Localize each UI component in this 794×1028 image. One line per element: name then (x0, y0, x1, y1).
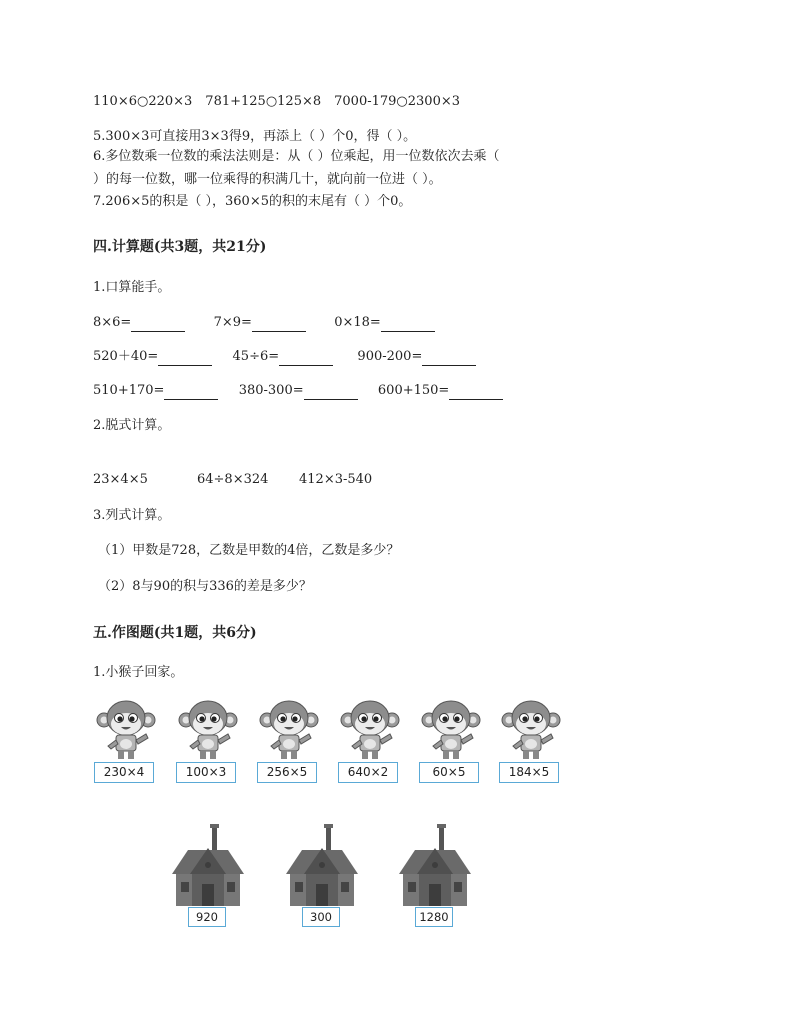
house-icon (170, 824, 246, 908)
answer-blank[interactable] (279, 351, 333, 366)
comparison-line: 110×6○220×3 781+125○125×8 7000-179○2300×3 (93, 94, 461, 109)
answer-blank[interactable] (164, 385, 218, 400)
oral-item: 0×18= (334, 315, 381, 330)
house-number: 1280 (415, 907, 453, 927)
answer-blank[interactable] (131, 317, 185, 332)
monkey-icon (176, 698, 240, 762)
monkey-expression: 100×3 (176, 762, 236, 783)
oral-row-1 (93, 314, 435, 332)
oral-calc-title: 1.口算能手。 (93, 280, 171, 295)
word-problem-2: （2）8与90的积与336的差是多少？ (98, 579, 312, 594)
oral-item: 7×9= (213, 315, 252, 330)
question-7: 7.206×5的积是（ ），360×5的积的末尾有（ ）个0。 (93, 194, 412, 209)
monkey-icon (257, 698, 321, 762)
monkey-card[interactable] (338, 698, 402, 784)
monkey-card[interactable] (419, 698, 483, 784)
monkey-home-title: 1.小猴子回家。 (93, 665, 184, 680)
oral-item: 8×6= (93, 315, 132, 330)
monkey-icon (499, 698, 563, 762)
question-6-line-1: 6.多位数乘一位数的乘法法则是：从（ ）位乘起，用一位数依次去乘（ (93, 149, 500, 164)
oral-item: 380-300= (238, 383, 304, 398)
monkey-icon (419, 698, 483, 762)
monkey-expression: 184×5 (499, 762, 559, 783)
section-5-heading: 五.作图题(共1题，共6分) (93, 625, 257, 641)
monkey-card[interactable] (499, 698, 563, 784)
answer-blank[interactable] (422, 351, 476, 366)
answer-blank[interactable] (304, 385, 358, 400)
monkey-card[interactable] (94, 698, 158, 784)
question-5: 5.300×3可直接用3×3得9，再添上（ ）个0，得（ ）。 (93, 129, 417, 144)
word-problem-title: 3.列式计算。 (93, 508, 171, 523)
stepwise-title: 2.脱式计算。 (93, 418, 171, 433)
question-6-line-2: ）的每一位数，哪一位乘得的积满几十，就向前一位进（ ）。 (93, 172, 442, 187)
monkey-expression: 256×5 (257, 762, 317, 783)
house-number: 300 (302, 907, 340, 927)
stepwise-item: 64÷8×324 (197, 472, 269, 487)
monkey-expression: 640×2 (338, 762, 398, 783)
house-card[interactable] (170, 824, 246, 928)
word-problem-1: （1）甲数是728，乙数是甲数的4倍，乙数是多少？ (98, 543, 400, 558)
monkey-icon (338, 698, 402, 762)
house-card[interactable] (284, 824, 360, 928)
answer-blank[interactable] (449, 385, 503, 400)
house-card[interactable] (397, 824, 473, 928)
oral-row-3 (93, 382, 503, 400)
house-icon (397, 824, 473, 908)
oral-item: 510+170= (93, 383, 165, 398)
section-4-heading: 四.计算题(共3题，共21分) (93, 239, 267, 255)
oral-row-2 (93, 348, 476, 366)
house-number: 920 (188, 907, 226, 927)
stepwise-item: 412×3-540 (299, 472, 373, 487)
monkey-expression: 230×4 (94, 762, 154, 783)
monkey-expression: 60×5 (419, 762, 479, 783)
oral-item: 520＋40= (93, 349, 159, 364)
monkey-icon (94, 698, 158, 762)
house-icon (284, 824, 360, 908)
monkey-card[interactable] (176, 698, 240, 784)
answer-blank[interactable] (252, 317, 306, 332)
stepwise-item: 23×4×5 (93, 472, 148, 487)
oral-item: 45÷6= (232, 349, 280, 364)
answer-blank[interactable] (158, 351, 212, 366)
oral-item: 900-200= (357, 349, 423, 364)
monkey-card[interactable] (257, 698, 321, 784)
oral-item: 600+150= (377, 383, 450, 398)
answer-blank[interactable] (381, 317, 435, 332)
